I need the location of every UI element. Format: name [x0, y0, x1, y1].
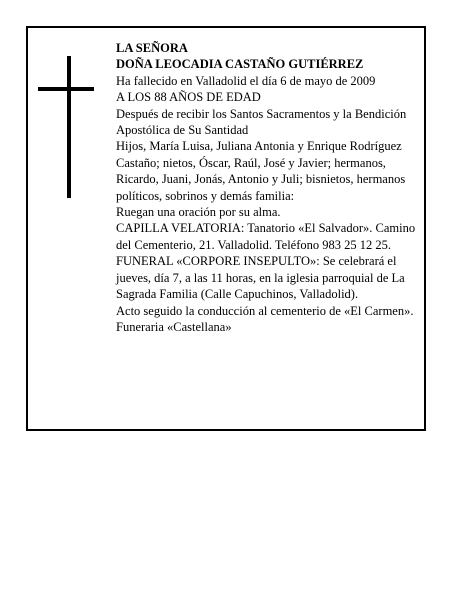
notice-heading: LA SEÑORA — [116, 41, 188, 55]
funeral-home: Funeraria «Castellana» — [116, 319, 232, 334]
sacraments-statement: Después de recibir los Santos Sacramentos y la Bendición Apostólica de Su Santidad — [116, 106, 407, 138]
obituary-notice — [26, 26, 426, 431]
age-statement: A LOS 88 AÑOS DE EDAD — [116, 90, 261, 105]
chapel-info: CAPILLA VELATORIA: Tanatorio «El Salvador». Camino del Cementerio, 21. Valladolid. Teléfono 983 25 12 25. — [116, 221, 416, 252]
prayer-request: Ruegan una oración por su alma. — [116, 205, 281, 220]
burial-info: Acto seguido la conducción al cementerio de «El Carmen». — [116, 303, 414, 318]
family-list: Hijos, María Luisa, Juliana Antonia y Enrique Rodríguez Castaño; nietos, Óscar, Raúl, José y Javier; hermanos, Ricardo, Juani, Jonás, Antonio y Juli; bisnietos, hermanos políticos, sobrinos y demás familia: — [116, 139, 406, 203]
notice-text — [116, 40, 426, 335]
cross-vertical-bar — [67, 56, 71, 198]
cross-horizontal-bar — [38, 87, 94, 91]
cross-icon — [38, 56, 94, 198]
death-statement: Ha fallecido en Valladolid el día 6 de mayo de 2009 — [116, 73, 376, 88]
deceased-name: DOÑA LEOCADIA CASTAÑO GUTIÉRREZ — [116, 57, 364, 72]
funeral-info: FUNERAL «CORPORE INSEPULTO»: Se celebrará el jueves, día 7, a las 11 horas, en la iglesia parroquial de La Sagrada Familia (Calle Capuchinos, Valladolid). — [116, 254, 405, 302]
